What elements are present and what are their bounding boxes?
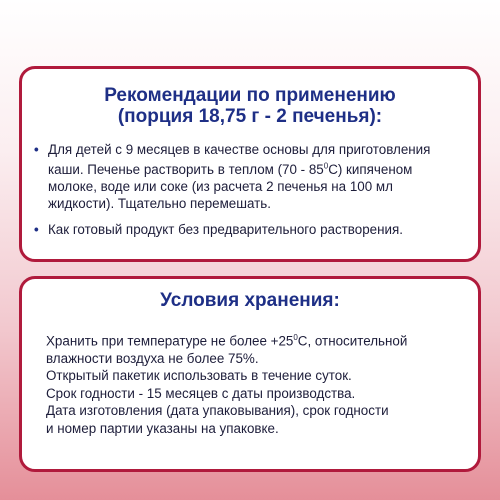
- storage-conditions-card: [19, 276, 481, 472]
- usage-text-line: каши. Печенье растворить в теплом (70 - 85: [48, 162, 324, 178]
- storage-line-part: Хранить при температуре не более +25: [46, 333, 294, 349]
- storage-line: влажности воздуха не более 75%.: [46, 350, 259, 366]
- usage-text-line: Как готовый продукт без предварительного растворения.: [48, 222, 403, 238]
- storage-title: Условия хранения:: [160, 290, 340, 311]
- usage-bullet-list: [34, 141, 464, 238]
- usage-text-line: Для детей с 9 месяцев в качестве основы для приготовления: [48, 142, 431, 157]
- degree-superscript: 0: [323, 162, 329, 171]
- storage-line-part: C, относительной: [297, 333, 408, 349]
- usage-bullet-item: [34, 141, 464, 212]
- storage-line: Открытый пакетик использовать в течение суток.: [46, 368, 352, 384]
- usage-bullet-text: [48, 142, 430, 211]
- usage-title-line-1: Рекомендации по применению: [104, 85, 396, 106]
- usage-text-line: C) кипяченом: [328, 162, 413, 178]
- bullet-dot-icon: •: [34, 222, 39, 238]
- storage-text-block: [46, 329, 464, 437]
- usage-text-line: жидкости). Тщательно перемешать.: [48, 196, 271, 212]
- usage-title: [22, 85, 478, 127]
- storage-line: Дата изготовления (дата упаковывания), срок годности: [46, 403, 389, 419]
- usage-text-line: молоке, воде или соке (из расчета 2 печенья на 100 мл: [48, 179, 393, 195]
- usage-bullet-item: [34, 221, 464, 238]
- storage-line: и номер партии указаны на упаковке.: [46, 420, 279, 436]
- usage-recommendations-card: [19, 66, 481, 262]
- storage-line: [46, 329, 464, 350]
- degree-superscript: 0: [293, 333, 298, 342]
- usage-title-line-2: (порция 18,75 г - 2 печенья):: [117, 106, 383, 127]
- storage-line: Срок годности - 15 месяцев с даты производства.: [46, 385, 356, 401]
- bullet-dot-icon: •: [34, 142, 39, 157]
